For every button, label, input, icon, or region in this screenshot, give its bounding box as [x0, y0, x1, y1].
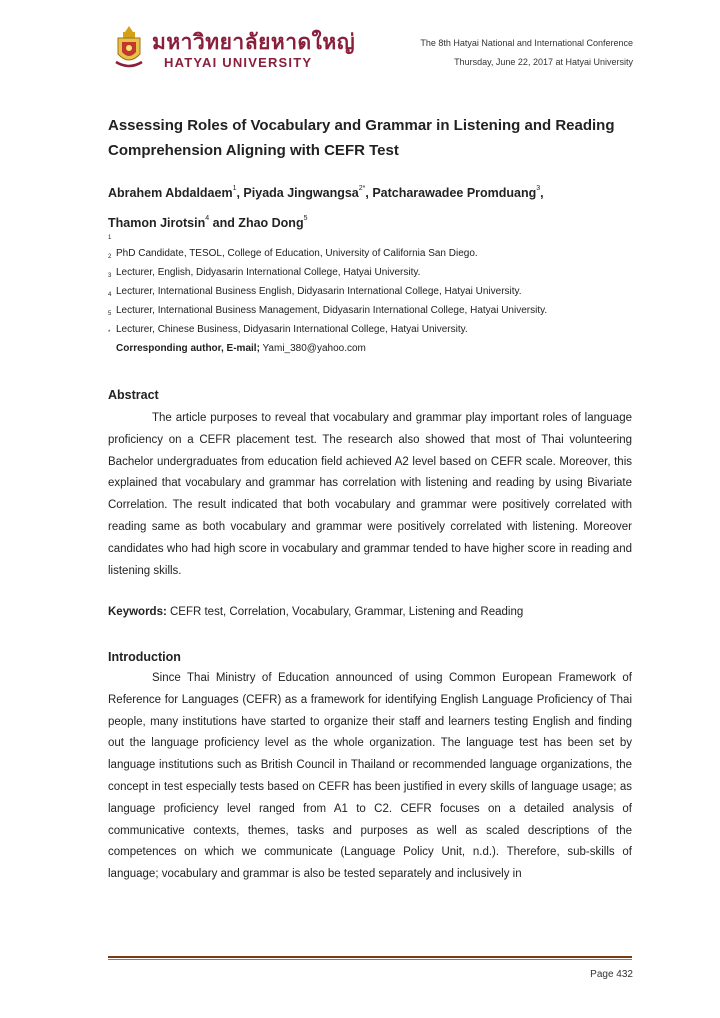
- author-sup: 5: [303, 215, 308, 222]
- title-line-1: Assessing Roles of Vocabulary and Grammar in Listening and Reading: [108, 117, 615, 134]
- abstract-heading: Abstract: [108, 388, 159, 402]
- keywords-text: CEFR test, Correlation, Vocabulary, Grammar, Listening and Reading: [166, 606, 524, 618]
- affiliation-item: [108, 254, 648, 280]
- abstract-body: [108, 408, 632, 582]
- author-list: [108, 176, 632, 236]
- university-logo: [112, 24, 356, 74]
- author-sep: ,: [540, 186, 544, 200]
- affiliation-text: Lecturer, International Business English, Didyasarin International College, Hatyai University.: [116, 286, 522, 297]
- keywords-label: Keywords:: [108, 606, 167, 618]
- affiliation-text: Lecturer, Chinese Business, Didyasarin International College, Hatyai University.: [116, 324, 468, 335]
- affiliation-item: [108, 292, 648, 318]
- logo-thai-text: มหาวิทยาลัยหาดใหญ่: [152, 31, 356, 54]
- introduction-heading: Introduction: [108, 650, 181, 664]
- affiliation-number: 2: [108, 254, 112, 260]
- affiliation-item: [108, 235, 648, 261]
- affiliation-number: 3: [108, 273, 112, 279]
- corresponding-author: [108, 330, 648, 356]
- abstract-text: The article purposes to reveal that vocabulary and grammar play important roles of language proficiency on a CEFR placement test. The research also showed that most of Thai volunteering Bachelor undergraduates from education field achieved A2 level based on CEFR scale. Moreover, this explained that vocabulary and grammar has correlation with listening and reading by using Bivariate Correlation. The result indicated that both vocabulary and grammar were positively correlated with reading same as both vocabulary and grammar were positively correlated with listening. Moreover candidates who had high score in vocabulary and grammar tended to have higher score in reading and listening skills.: [108, 412, 632, 577]
- university-seal-icon: [112, 24, 146, 70]
- affiliation-text: Lecturer, International Business Management, Didyasarin International College, Hatyai University.: [116, 305, 548, 316]
- keywords: [108, 606, 523, 618]
- footer-rule: [108, 956, 632, 958]
- conference-date: Thursday, June 22, 2017 at Hatyai University: [454, 57, 633, 67]
- author-sup: 3: [536, 185, 541, 192]
- corresponding-mark: *: [108, 330, 111, 336]
- author-sup: 2*: [358, 185, 366, 192]
- affiliation-item: [108, 311, 648, 337]
- affiliation-number: 1: [108, 235, 112, 241]
- corresponding-email[interactable]: Yami_380@yahoo.com: [259, 343, 366, 354]
- author-line-1: [108, 176, 632, 206]
- introduction-body: [108, 668, 632, 886]
- author-sup: 1: [232, 185, 237, 192]
- page-number: Page 432: [590, 969, 633, 980]
- affiliation-item: [108, 273, 648, 299]
- author-name: Abrahem Abdaldaem: [108, 186, 233, 200]
- conference-name: The 8th Hatyai National and International Conference: [420, 38, 633, 48]
- author-line-2: [108, 206, 632, 236]
- introduction-text: Since Thai Ministry of Education announced of using Common European Framework of Reference for Languages (CEFR) as a framework for identifying English Language Proficiency of Thai people, many institutions have started to organize their staff and learners testing English and finding out the language proficiency level as the whole organization. The language test has been set by language institutions such as British Council in Thailand or recommended language organizations, the concept in test especially tests based on CEFR has been justified in every skills of language usage; as language proficiency level ranged from A1 to C2. CEFR focuses on a detailed analysis of communicative contexts, themes, tasks and purposes as well as scaled descriptions of the competences on which we communicate (Language Policy Unit, n.d.). Therefore, sub-skills of language; vocabulary and grammar is also be tested separately and inclusively in: [108, 672, 632, 881]
- author-name: , Piyada Jingwangsa: [236, 186, 359, 200]
- paper-title: [108, 113, 632, 163]
- affiliation-text: Lecturer, English, Didyasarin International College, Hatyai University.: [116, 267, 421, 278]
- logo-english-text: HATYAI UNIVERSITY: [164, 55, 313, 70]
- footer-rule-thin: [108, 959, 632, 960]
- title-line-2: Comprehension Aligning with CEFR Test: [108, 142, 399, 159]
- author-name: and Zhao Dong: [209, 216, 304, 230]
- affiliation-list: [108, 235, 648, 356]
- affiliation-number: 4: [108, 292, 112, 298]
- affiliation-number: 5: [108, 311, 112, 317]
- affiliation-text: PhD Candidate, TESOL, College of Education, University of California San Diego.: [116, 248, 478, 259]
- author-sup: 4: [205, 215, 210, 222]
- author-name: Thamon Jirotsin: [108, 216, 206, 230]
- corresponding-label: Corresponding author, E-mail;: [116, 343, 260, 354]
- author-name: , Patcharawadee Promduang: [365, 186, 537, 200]
